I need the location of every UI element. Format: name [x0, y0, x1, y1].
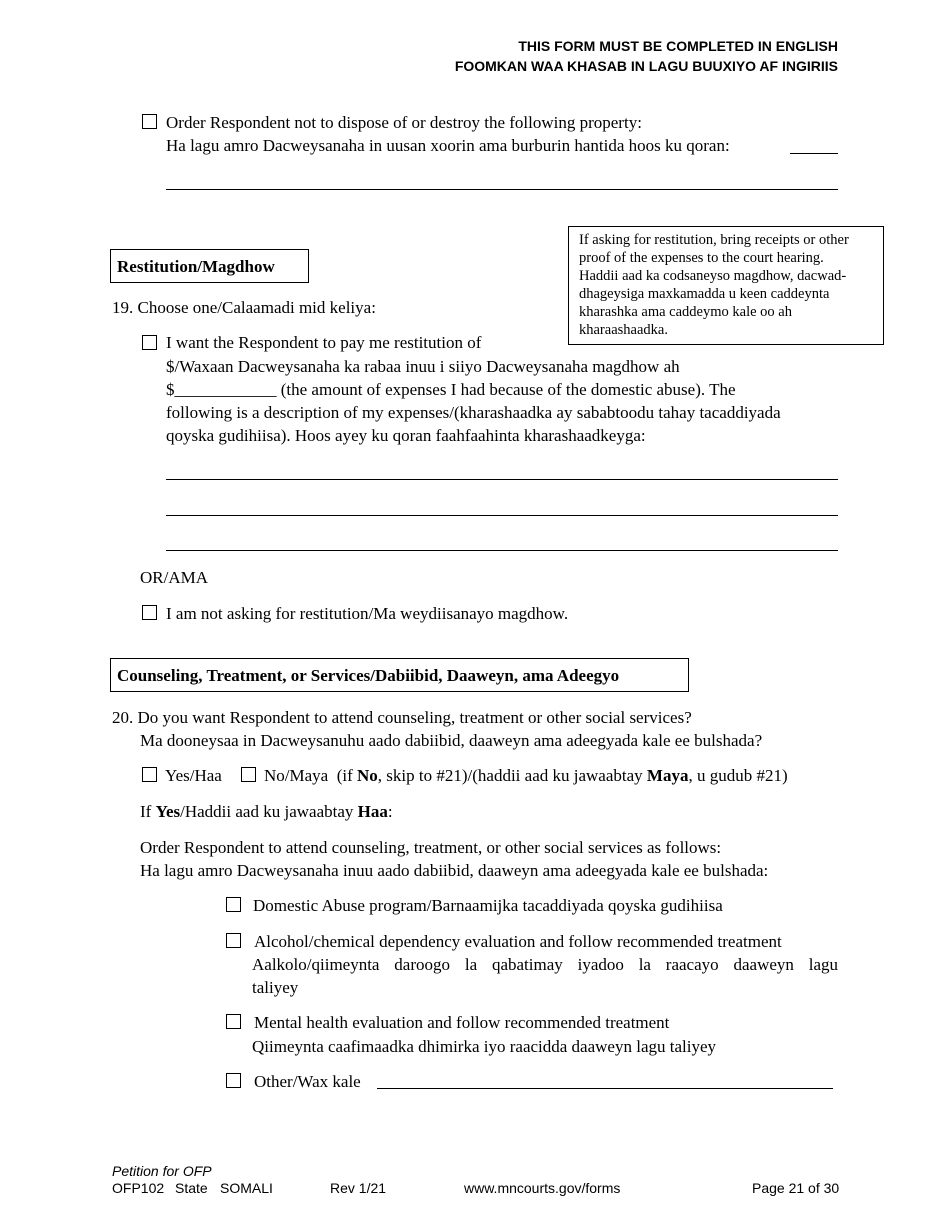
chemical-dependency-label-so-cont: taliyey: [252, 978, 299, 997]
question-20-en: 20. Do you want Respondent to attend counseling, treatment or other social services?: [112, 708, 692, 727]
mental-health-checkbox[interactable]: [226, 1014, 241, 1029]
header-line-english: THIS FORM MUST BE COMPLETED IN ENGLISH: [518, 38, 838, 54]
note-line: If asking for restitution, bring receipts or other: [579, 232, 849, 248]
restitution-option-line: $/Waxaan Dacweysanaha ka rabaa inuu i siiyo Dacweysanaha magdhow ah: [166, 357, 680, 376]
other-service-label: Other/Wax kale: [254, 1072, 361, 1091]
counseling-yes-checkbox[interactable]: [142, 767, 157, 782]
property-inline-blank[interactable]: [790, 153, 838, 154]
restitution-heading: Restitution/Magdhow: [110, 249, 309, 283]
property-order-checkbox[interactable]: [142, 114, 157, 129]
mental-health-label: Mental health evaluation and follow recommended treatment: [254, 1013, 670, 1032]
form-language-notice: [455, 36, 838, 76]
restitution-no-checkbox[interactable]: [142, 605, 157, 620]
domestic-abuse-program-label: Domestic Abuse program/Barnaamijka tacaddiyada qoyska gudihiisa: [253, 896, 723, 915]
note-line: dhageysiga maxkamadda u keen caddeynta: [579, 286, 830, 302]
if-yes-label: If Yes/Haddii aad ku jawaabtay Haa:: [140, 802, 393, 821]
restitution-option-line: qoyska gudihiisa). Hoos ayey ku qoran faahfaahinta kharashaadkeyga:: [166, 426, 646, 445]
restitution-amount-line[interactable]: $____________ (the amount of expenses I had because of the domestic abuse). The: [166, 380, 736, 399]
restitution-note-box: [568, 226, 884, 345]
property-order-text-en: Order Respondent not to dispose of or destroy the following property:: [166, 113, 642, 132]
note-line: kharaashaadka.: [579, 322, 668, 338]
header-line-somali: FOOMKAN WAA KHASAB IN LAGU BUUXIYO AF INGIRIIS: [454, 58, 838, 74]
chemical-dependency-label: Alcohol/chemical dependency evaluation and follow recommended treatment: [254, 932, 782, 951]
order-counseling-en: Order Respondent to attend counseling, treatment, or other social services as follows:: [140, 838, 722, 857]
footer-url[interactable]: www.mncourts.gov/forms: [464, 1180, 621, 1196]
footer-form-code: OFP102: [112, 1180, 165, 1196]
question-20-so: Ma dooneysaa in Dacweysanuhu aado dabiibid, daaweyn ama adeegyada kale ee bulshada?: [140, 731, 763, 750]
order-counseling-so: Ha lagu amro Dacweysanaha inuu aado dabiibid, daaweyn ama adeegyada kale ee bulshada:: [140, 861, 769, 880]
footer-revision: Rev 1/21: [330, 1180, 387, 1196]
chemical-dependency-label-so: Aalkolo/qiimeynta daroogo la qabatimay iyadoo la raacayo daaweyn lagu: [252, 955, 838, 974]
no-label: No/Maya (if No, skip to #21)/(haddii aad ku jawaabtay Maya, u gudub #21): [264, 766, 788, 785]
expense-description-line[interactable]: [166, 515, 838, 516]
property-description-line[interactable]: [166, 189, 838, 190]
footer-form-title: Petition for OFP: [112, 1163, 212, 1179]
counseling-heading: Counseling, Treatment, or Services/Dabiibid, Daaweyn, ama Adeegyo: [110, 658, 689, 692]
restitution-no-text: I am not asking for restitution/Ma weydiisanayo magdhow.: [166, 604, 569, 623]
note-line: kharashka ama caddeymo kale oo ah: [579, 304, 792, 320]
expense-description-line[interactable]: [166, 550, 838, 551]
expense-description-line[interactable]: [166, 479, 838, 480]
footer-page-number: Page 21 of 30: [752, 1180, 840, 1196]
other-service-checkbox[interactable]: [226, 1073, 241, 1088]
note-line: proof of the expenses to the court hearing.: [579, 250, 824, 266]
counseling-no-checkbox[interactable]: [241, 767, 256, 782]
footer-state: State: [175, 1180, 208, 1196]
other-service-line[interactable]: [377, 1088, 833, 1089]
or-separator: OR/AMA: [140, 568, 209, 587]
domestic-abuse-program-checkbox[interactable]: [226, 897, 241, 912]
restitution-option-line: I want the Respondent to pay me restitution of: [166, 333, 482, 352]
footer-language: SOMALI: [220, 1180, 273, 1196]
note-line: Haddii aad ka codsaneyso magdhow, dacwad-: [579, 268, 847, 284]
property-order-text-so: Ha lagu amro Dacweysanaha in uusan xoorin ama burburin hantida hoos ku qoran:: [166, 136, 730, 155]
yes-label: Yes/Haa: [165, 766, 222, 785]
mental-health-label-so: Qiimeynta caafimaadka dhimirka iyo raacidda daaweyn lagu taliyey: [252, 1037, 716, 1056]
question-19: 19. Choose one/Calaamadi mid keliya:: [112, 298, 376, 317]
restitution-option-line: following is a description of my expenses/(kharashaadka ay sababtoodu tahay tacaddiyada: [166, 403, 781, 422]
restitution-yes-checkbox[interactable]: [142, 335, 157, 350]
chemical-dependency-checkbox[interactable]: [226, 933, 241, 948]
